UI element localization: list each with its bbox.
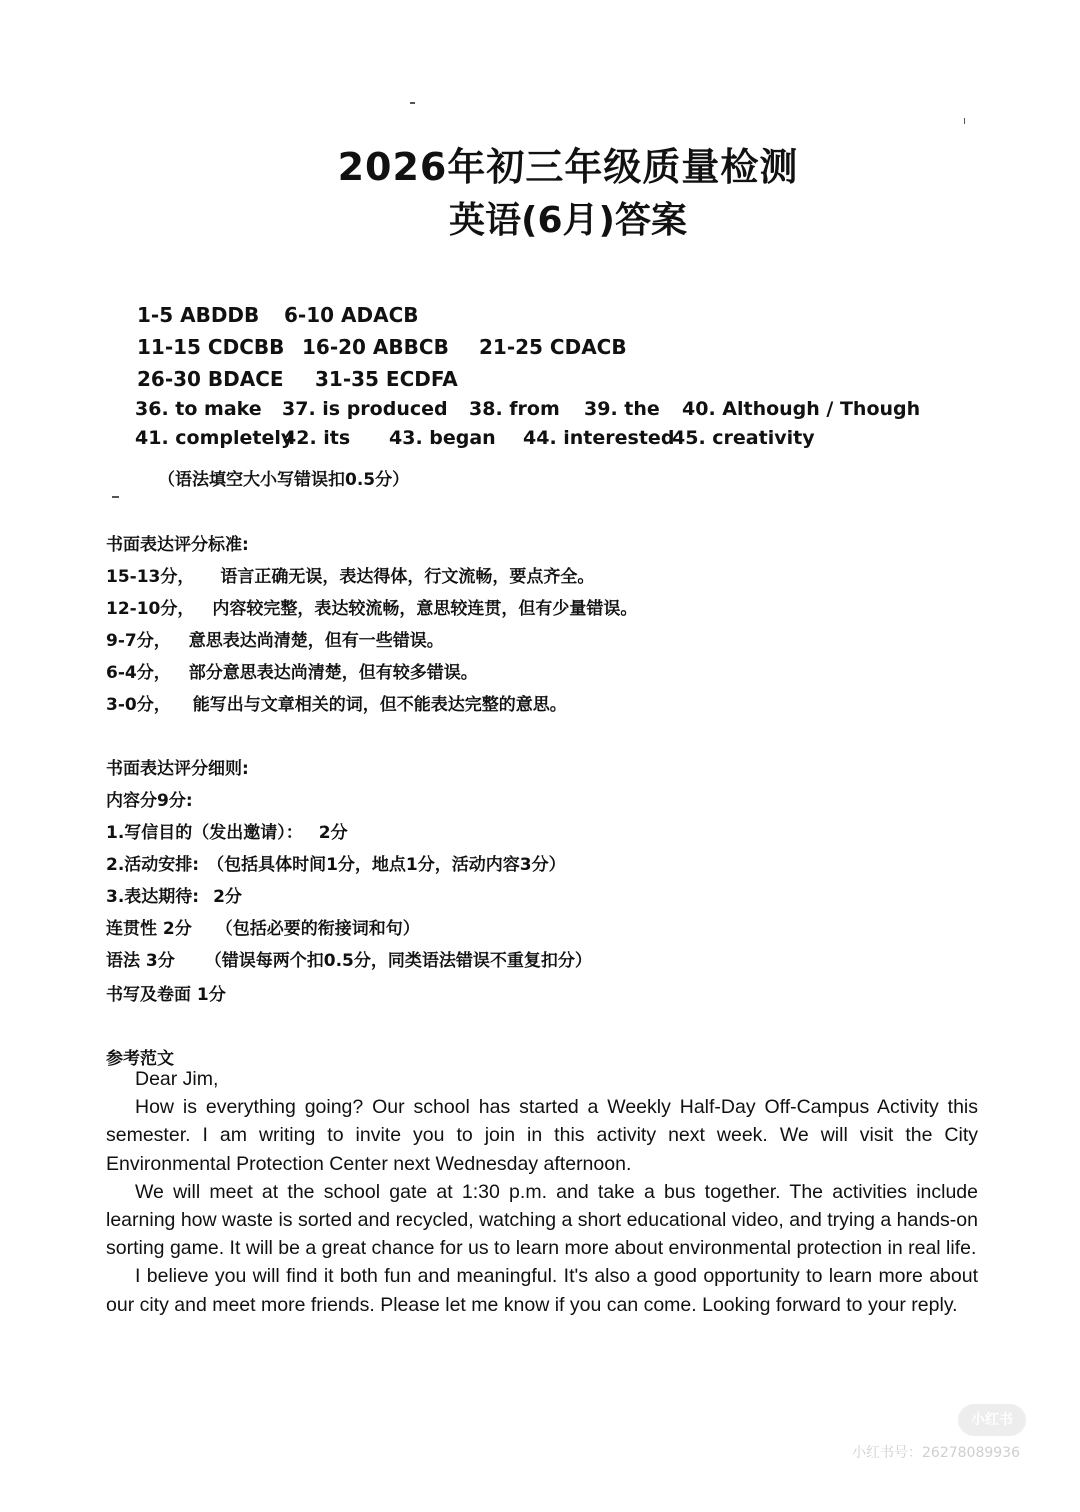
rule-label: 语法 3分 bbox=[106, 951, 175, 971]
rule-label: 1.写信目的（发出邀请）： bbox=[106, 823, 303, 843]
scan-speck bbox=[964, 118, 965, 124]
criteria-item bbox=[106, 690, 567, 715]
rule-detail: （错误每两个扣0.5分，同类语法错误不重复扣分） bbox=[204, 951, 592, 971]
rule-detail: 2分 bbox=[318, 823, 348, 843]
answer-item: 45. creativity bbox=[672, 427, 815, 449]
criteria-score: 6-4分， bbox=[106, 663, 171, 683]
criteria-score: 9-7分， bbox=[106, 631, 171, 651]
criteria-desc: 部分意思表达尚清楚，但有较多错误。 bbox=[188, 663, 478, 683]
watermark-logo: 小红书 bbox=[958, 1404, 1026, 1436]
watermark-text: 小红书号：26278089936 bbox=[852, 1445, 1020, 1461]
scan-speck bbox=[112, 496, 119, 498]
rule-item bbox=[106, 882, 242, 907]
rule-item bbox=[106, 914, 420, 939]
criteria-desc: 语言正确无误，表达得体，行文流畅，要点齐全。 bbox=[220, 567, 595, 587]
essay-greeting: Dear Jim, bbox=[135, 1068, 219, 1090]
rule-label: 2.活动安排: bbox=[106, 855, 200, 875]
rule-detail: 2分 bbox=[213, 887, 242, 907]
page-title: 2026年初三年级质量检测 bbox=[337, 145, 799, 189]
rule-label: 书写及卷面 1分 bbox=[106, 985, 226, 1005]
answer-item: 38. from bbox=[469, 398, 560, 420]
essay-paragraph: How is everything going? Our school has started a Weekly Half-Day Off-Campus Activity this semester. I am writing to invite you to join in this activity next week. We will visit the City Environmental Protection Center next Wednesday afternoon. bbox=[106, 1096, 978, 1175]
criteria-item bbox=[106, 626, 444, 651]
grammar-note: （语法填空大小写错误扣0.5分） bbox=[158, 470, 410, 490]
criteria-desc: 能写出与文章相关的词，但不能表达完整的意思。 bbox=[192, 695, 567, 715]
rule-item bbox=[106, 818, 348, 843]
answer-group: 11-15 CDCBB bbox=[137, 335, 285, 359]
criteria-item bbox=[106, 658, 478, 683]
answer-group: 1-5 ABDDB bbox=[137, 303, 260, 327]
criteria-score: 15-13分， bbox=[106, 567, 195, 587]
sample-heading: 参考范文 bbox=[106, 1049, 174, 1069]
sample-essay bbox=[106, 1065, 978, 1319]
answer-group: 21-25 CDACB bbox=[479, 335, 627, 359]
essay-paragraph: I believe you will find it both fun and meaningful. It's also a good opportunity to learn more about our city and meet more friends. Please let me know if you can come. Looking forward to your reply. bbox=[106, 1265, 978, 1316]
criteria-score: 12-10分， bbox=[106, 599, 195, 619]
content-heading: 内容分9分: bbox=[106, 791, 193, 811]
criteria-item bbox=[106, 562, 594, 587]
answer-item: 39. the bbox=[584, 398, 660, 420]
rule-label: 3.表达期待: bbox=[106, 887, 200, 907]
rule-item bbox=[106, 850, 566, 875]
rule-item bbox=[106, 946, 592, 971]
answer-item: 42. its bbox=[283, 427, 351, 449]
answer-group: 31-35 ECDFA bbox=[315, 367, 458, 391]
scan-speck bbox=[410, 102, 415, 104]
answer-item: 36. to make bbox=[135, 398, 262, 420]
criteria-desc: 意思表达尚清楚，但有一些错误。 bbox=[188, 631, 444, 651]
answer-item: 43. began bbox=[389, 427, 496, 449]
criteria-item bbox=[106, 594, 637, 619]
answer-group: 16-20 ABBCB bbox=[302, 335, 449, 359]
page-subtitle: 英语(6月)答案 bbox=[449, 200, 687, 241]
answer-group: 26-30 BDACE bbox=[137, 367, 284, 391]
criteria-score: 3-0分， bbox=[106, 695, 171, 715]
rule-detail: （包括必要的衔接词和句） bbox=[215, 919, 420, 939]
criteria-heading: 书面表达评分标准: bbox=[106, 535, 249, 555]
rules-heading: 书面表达评分细则: bbox=[106, 759, 249, 779]
answer-group: 6-10 ADACB bbox=[284, 303, 419, 327]
essay-paragraph: We will meet at the school gate at 1:30 p.m. and take a bus together. The activities include learning how waste is sorted and recycled, watching a short educational video, and trying a hands-on sorting game. It will be a great chance for us to learn more about environmental protection in real life. bbox=[106, 1180, 978, 1260]
answer-item: 44. interested bbox=[523, 427, 675, 449]
answer-item: 40. Although / Though bbox=[682, 398, 921, 420]
criteria-desc: 内容较完整，表达较流畅，意思较连贯，但有少量错误。 bbox=[212, 599, 638, 619]
answer-item: 37. is produced bbox=[282, 398, 448, 420]
answer-item: 41. completely bbox=[135, 427, 294, 449]
rule-item bbox=[106, 980, 226, 1005]
rule-detail: （包括具体时间1分，地点1分，活动内容3分） bbox=[207, 855, 566, 875]
rule-label: 连贯性 2分 bbox=[106, 919, 192, 939]
